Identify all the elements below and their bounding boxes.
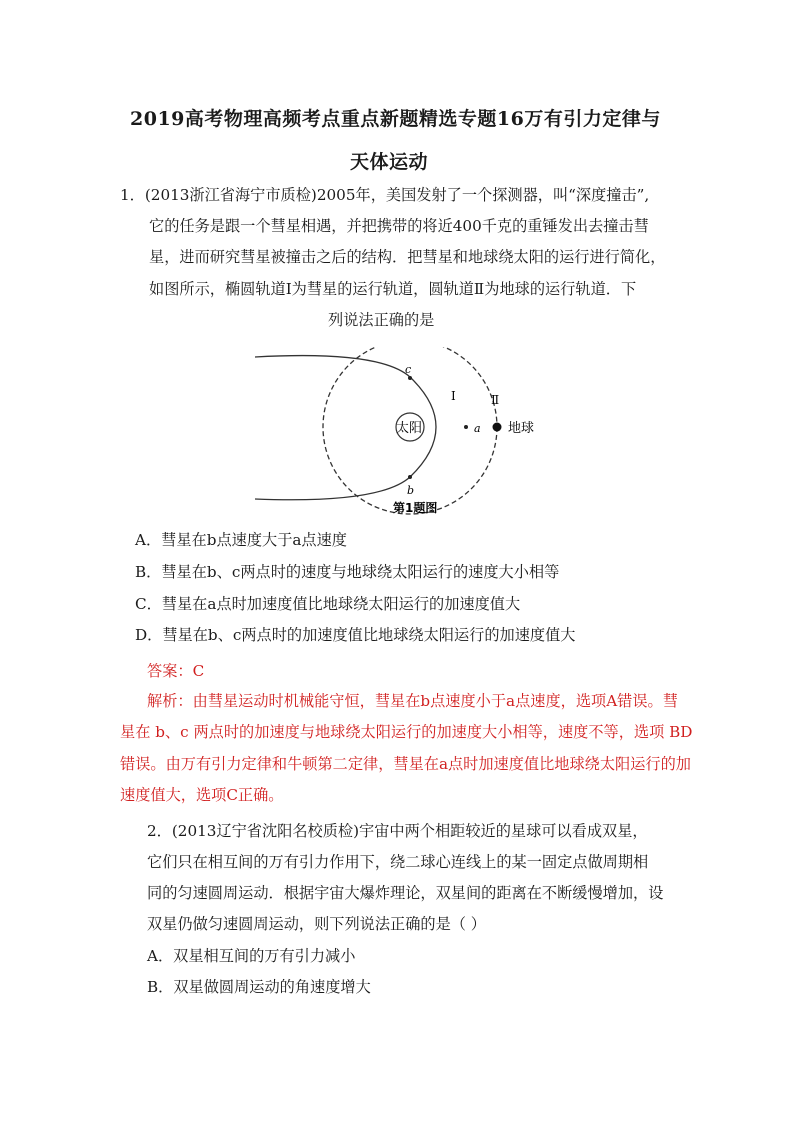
q1-line-1: 1．(2013浙江省海宁市质检)2005年，美国发射了一个探测器，叫“深度撞击”, [120, 186, 650, 204]
q1-analysis-line-2: 星在 b、c 两点时的加速度与地球绕太阳运行的加速度大小相等，速度不等，选项 BD [120, 723, 693, 741]
q1-option-b: B．彗星在b、c两点时的速度与地球绕太阳运行的速度大小相等 [135, 563, 560, 581]
point-c-dot [408, 376, 412, 380]
point-a-dot [464, 425, 468, 429]
q2-line-3: 同的匀速圆周运动．根据宇宙大爆炸理论，双星间的距离在不断缓慢增加，设 [147, 884, 664, 902]
title-line-2: 天体运动 [350, 151, 429, 173]
orbit-1-label: Ⅰ [451, 389, 456, 403]
q2-line-4: 双星仍做匀速圆周运动，则下列说法正确的是（ ） [147, 915, 486, 933]
earth-shape [493, 423, 502, 432]
q1-answer: 答案：C [147, 662, 205, 680]
q1-line-2: 它的任务是跟一个彗星相遇，并把携带的将近400千克的重锤发出去撞击彗 [149, 217, 649, 235]
orbit-diagram [250, 347, 550, 517]
point-b-dot [408, 475, 412, 479]
point-b-label: b [407, 484, 415, 497]
q2-line-2: 它们只在相互间的万有引力作用下，绕二球心连线上的某一固定点做周期相 [147, 853, 649, 871]
q2-option-b: B．双星做圆周运动的角速度增大 [147, 978, 371, 996]
figure-caption: 第1题图 [393, 501, 438, 515]
sun-label: 太阳 [396, 421, 423, 436]
q2-line-1: 2．(2013辽宁省沈阳名校质检)宇宙中两个相距较近的星球可以看成双星， [147, 822, 648, 840]
q1-analysis-line-4: 速度值大，选项C正确。 [120, 786, 284, 804]
q1-analysis-line-1: 解析：由彗星运动时机械能守恒，彗星在b点速度小于a点速度，选项A错误。彗 [147, 692, 678, 710]
q1-option-a: A．彗星在b点速度大于a点速度 [135, 531, 347, 549]
q2-option-a: A．双星相互间的万有引力减小 [147, 947, 356, 965]
point-c-label: c [405, 363, 412, 376]
q1-line-5: 列说法正确的是 [328, 311, 435, 329]
earth-label: 地球 [508, 421, 535, 436]
q1-option-d: D．彗星在b、c两点时的加速度值比地球绕太阳运行的加速度值大 [135, 626, 576, 644]
q1-line-4: 如图所示，椭圆轨道Ⅰ为彗星的运行轨道，圆轨道Ⅱ为地球的运行轨道．下 [149, 280, 637, 298]
q1-analysis-line-3: 错误。由万有引力定律和牛顿第二定律，彗星在a点时加速度值比地球绕太阳运行的加 [120, 755, 691, 773]
title-line-1: 2019高考物理高频考点重点新题精选专题16万有引力定律与 [130, 108, 661, 130]
point-a-label: a [474, 422, 481, 435]
q1-line-3: 星，进而研究彗星被撞击之后的结构．把彗星和地球绕太阳的运行进行简化， [149, 248, 666, 266]
orbit-2-label: Ⅱ [491, 393, 500, 407]
q1-option-c: C．彗星在a点时加速度值比地球绕太阳运行的加速度值大 [135, 595, 521, 613]
